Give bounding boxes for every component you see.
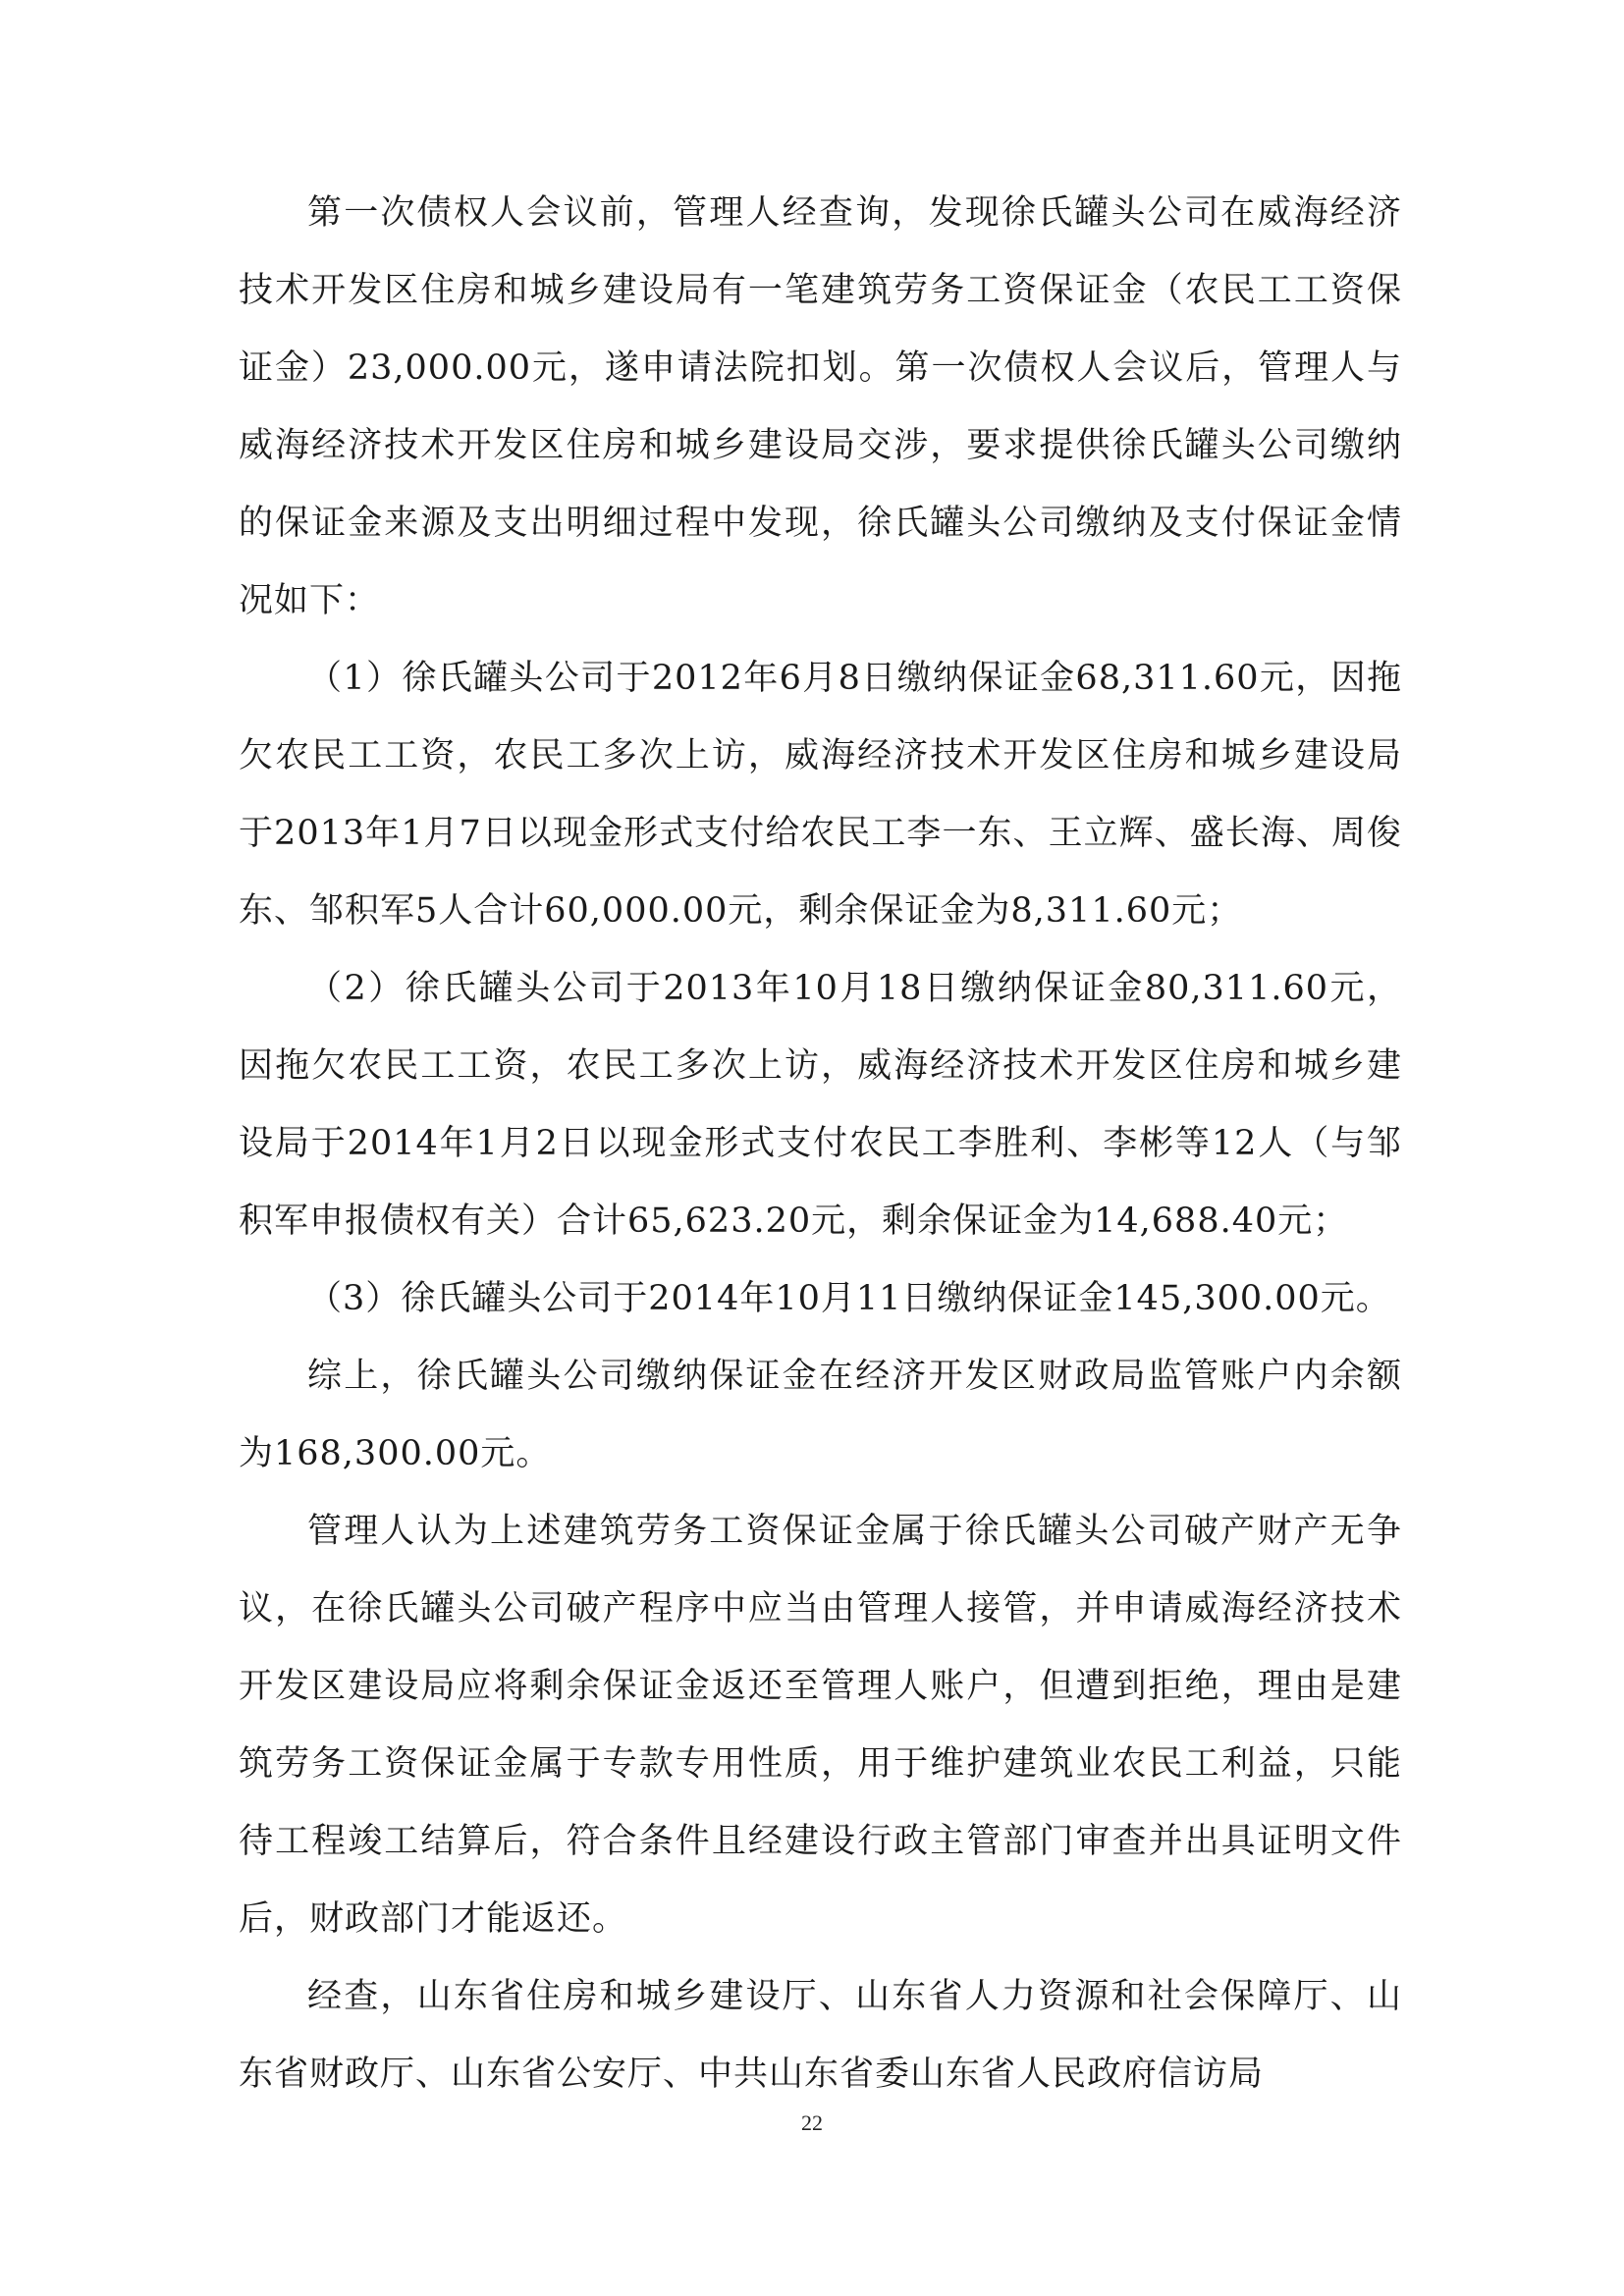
paragraph-summary: 综上，徐氏罐头公司缴纳保证金在经济开发区财政局监管账户内余额为168,300.00元。 bbox=[239, 1357, 1402, 1473]
page-number: 22 bbox=[801, 2110, 823, 2135]
paragraph-item-2: （2）徐氏罐头公司于2013年10月18日缴纳保证金80,311.60元，因拖欠农民工工资，农民工多次上访，威海经济技术开发区住房和城乡建设局于2014年1月2日以现金形式支付农民工李胜利、李彬等12人（与邹积军申报债权有关）合计65,623.20元，剩余保证金为14,688.40元； bbox=[239, 969, 1402, 1241]
paragraph-intro: 第一次债权人会议前，管理人经查询，发现徐氏罐头公司在威海经济技术开发区住房和城乡建设局有一笔建筑劳务工资保证金（农民工工资保证金）23,000.00元，遂申请法院扣划。第一次债权人会议后，管理人与威海经济技术开发区住房和城乡建设局交涉，要求提供徐氏罐头公司缴纳的保证金来源及支出明细过程中发现，徐氏罐头公司缴纳及支付保证金情况如下： bbox=[239, 193, 1402, 620]
paragraph-manager-opinion: 管理人认为上述建筑劳务工资保证金属于徐氏罐头公司破产财产无争议，在徐氏罐头公司破产程序中应当由管理人接管，并申请威海经济技术开发区建设局应将剩余保证金返还至管理人账户，但遭到拒绝，理由是建筑劳务工资保证金属于专款专用性质，用于维护建筑业农民工利益，只能待工程竣工结算后，符合条件且经建设行政主管部门审查并出具证明文件后，财政部门才能返还。 bbox=[239, 1512, 1402, 1939]
document-body bbox=[239, 175, 1402, 2113]
paragraph-item-1: （1）徐氏罐头公司于2012年6月8日缴纳保证金68,311.60元，因拖欠农民工工资，农民工多次上访，威海经济技术开发区住房和城乡建设局于2013年1月7日以现金形式支付给农民工李一东、王立辉、盛长海、周俊东、邹积军5人合计60,000.00元，剩余保证金为8,311.60元； bbox=[239, 659, 1402, 931]
paragraph-investigation: 经查，山东省住房和城乡建设厅、山东省人力资源和社会保障厅、山东省财政厅、山东省公安厅、中共山东省委山东省人民政府信访局 bbox=[239, 1977, 1402, 2094]
paragraph-item-3: （3）徐氏罐头公司于2014年10月11日缴纳保证金145,300.00元。 bbox=[307, 1279, 1391, 1318]
